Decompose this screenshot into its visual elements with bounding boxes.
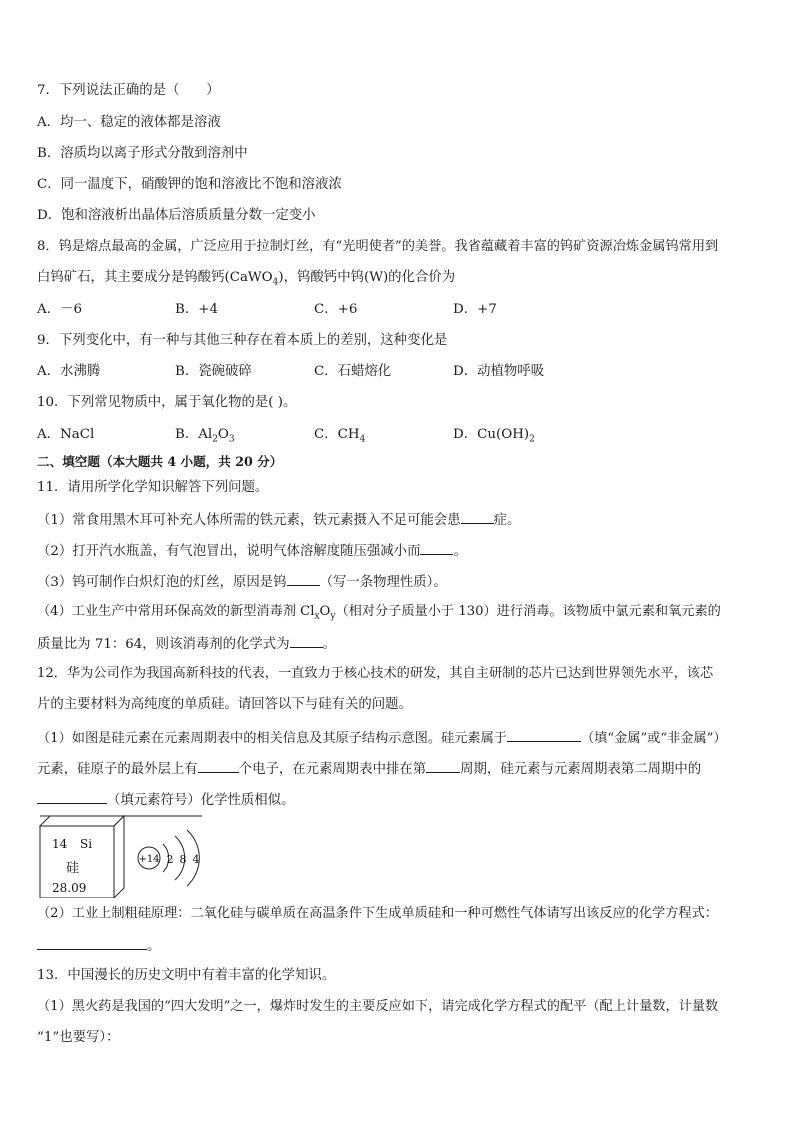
nucleus-charge: +14 (138, 854, 160, 865)
q13-stem: 13．中国漫长的历史文明中有着丰富的化学知识。 (37, 968, 336, 983)
q7-option-a: A．均一、稳定的液体都是溶液 (37, 115, 221, 130)
q12-part2-line1: （2）工业上制粗硅原理：二氧化硅与碳单质在高温条件下生成单质硅和一种可燃性气体请写出该反应的化学方程式： (37, 906, 718, 921)
q12-part1-line3: （填元素符号）化学性质相似。 (37, 790, 294, 810)
section-heading: 二、填空题（本大题共 4 小题，共 20 分） (37, 454, 283, 469)
q12-part1-line1: （1）如图是硅元素在元素周期表中的相关信息及其原子结构示意图。硅元素属于 （填“金属”或“非金属”） (37, 728, 727, 748)
q9-option-c: C．石蜡熔化 (314, 364, 392, 379)
q7-option-d: D．饱和溶液析出晶体后溶质质量分数一定变小 (37, 208, 316, 223)
q10-option-a: A．NaCl (37, 427, 95, 442)
q11-part1: （1）常食用黑木耳可补充人体所需的铁元素，铁元素摄入不足可能会患 症。 (37, 510, 520, 530)
atomic-mass: 28.09 (52, 881, 87, 895)
q11-part3: （3）钨可制作白炽灯泡的灯丝，原因是钨 （写一条物理性质）。 (37, 572, 447, 592)
q10-option-d: D．$Cu(OH)_2$ (453, 427, 535, 445)
q8-stem-line1: 8．钨是熔点最高的金属，广泛应用于拉制灯丝，有“光明使者”的美誉。我省蕴藏着丰富的钨矿资源冶炼金属钨常用到 (37, 239, 719, 254)
element-name: 硅 (66, 861, 80, 876)
q10-stem: 10．下列常见物质中，属于氧化物的是( )。 (37, 395, 297, 410)
q8-option-b: B．+4 (175, 302, 218, 317)
q7-option-b: B．溶质均以离子形式分散到溶剂中 (37, 146, 248, 161)
q11-part4-line1: （4）工业生产中常用环保高效的新型消毒剂 $Cl_xO_y$（相对分子质量小于 130）进行消毒。该物质中氯元素和氧元素的 (37, 604, 721, 622)
element-symbol: Si (80, 837, 93, 851)
q11-stem: 11．请用所学化学知识解答下列问题。 (37, 480, 269, 495)
q8-option-a: A．－6 (37, 302, 82, 317)
q9-stem: 9．下列变化中，有一种与其他三种存在着本质上的差别，这种变化是 (37, 333, 448, 348)
q8-stem-line2: 白钨矿石，其主要成分是钨酸钙(CaWO$_4$)，钨酸钙中钨(W)的化合价为 (37, 270, 456, 288)
q13-part1-line1: （1）黑火药是我国的“四大发明”之一，爆炸时发生的主要反应如下，请完成化学方程式的配平（配上计量数，计量数 (37, 999, 719, 1014)
shell-2-electrons: 8 (179, 853, 187, 866)
q9-option-a: A．水沸腾 (37, 364, 101, 379)
shell-3-electrons: 4 (192, 853, 200, 866)
q7-option-c: C．同一温度下，硝酸钾的饱和溶液比不饱和溶液浓 (37, 177, 342, 192)
atomic-number: 14 (52, 837, 68, 851)
q10-option-c: C．$CH_4$ (314, 427, 366, 445)
q12-stem-line2: 片的主要材料为高纯度的单质硅。请回答以下与硅有关的问题。 (37, 697, 412, 712)
q8-option-d: D．+7 (453, 302, 497, 317)
q12-part1-line2: 元素，硅原子的最外层上有 个电子，在元素周期表中排在第 周期，硅元素与元素周期表第二周期中的 (37, 759, 701, 779)
q11-part4-line2: 质量比为 71：64，则该消毒剂的化学式为 。 (37, 634, 336, 654)
q7-stem: 7．下列说法正确的是（ ） (37, 83, 220, 98)
q9-option-b: B．瓷碗破碎 (175, 364, 252, 379)
q10-option-b: B．$Al_2O_3$ (175, 427, 235, 445)
q12-part2-line2: 。 (37, 936, 160, 956)
shell-1-electrons: 2 (166, 853, 174, 866)
q12-stem-line1: 12．华为公司作为我国高新科技的代表，一直致力于核心技术的研发，其自主研制的芯片已达到世界领先水平，该芯 (37, 666, 714, 681)
q13-part1-line2: “1”也要写）： (37, 1030, 120, 1045)
q8-option-c: C．+6 (314, 302, 358, 317)
silicon-element-figure (38, 814, 206, 898)
q9-option-d: D．动植物呼吸 (453, 364, 545, 379)
q11-part2: （2）打开汽水瓶盖，有气泡冒出，说明气体溶解度随压强减小而 。 (37, 541, 467, 561)
